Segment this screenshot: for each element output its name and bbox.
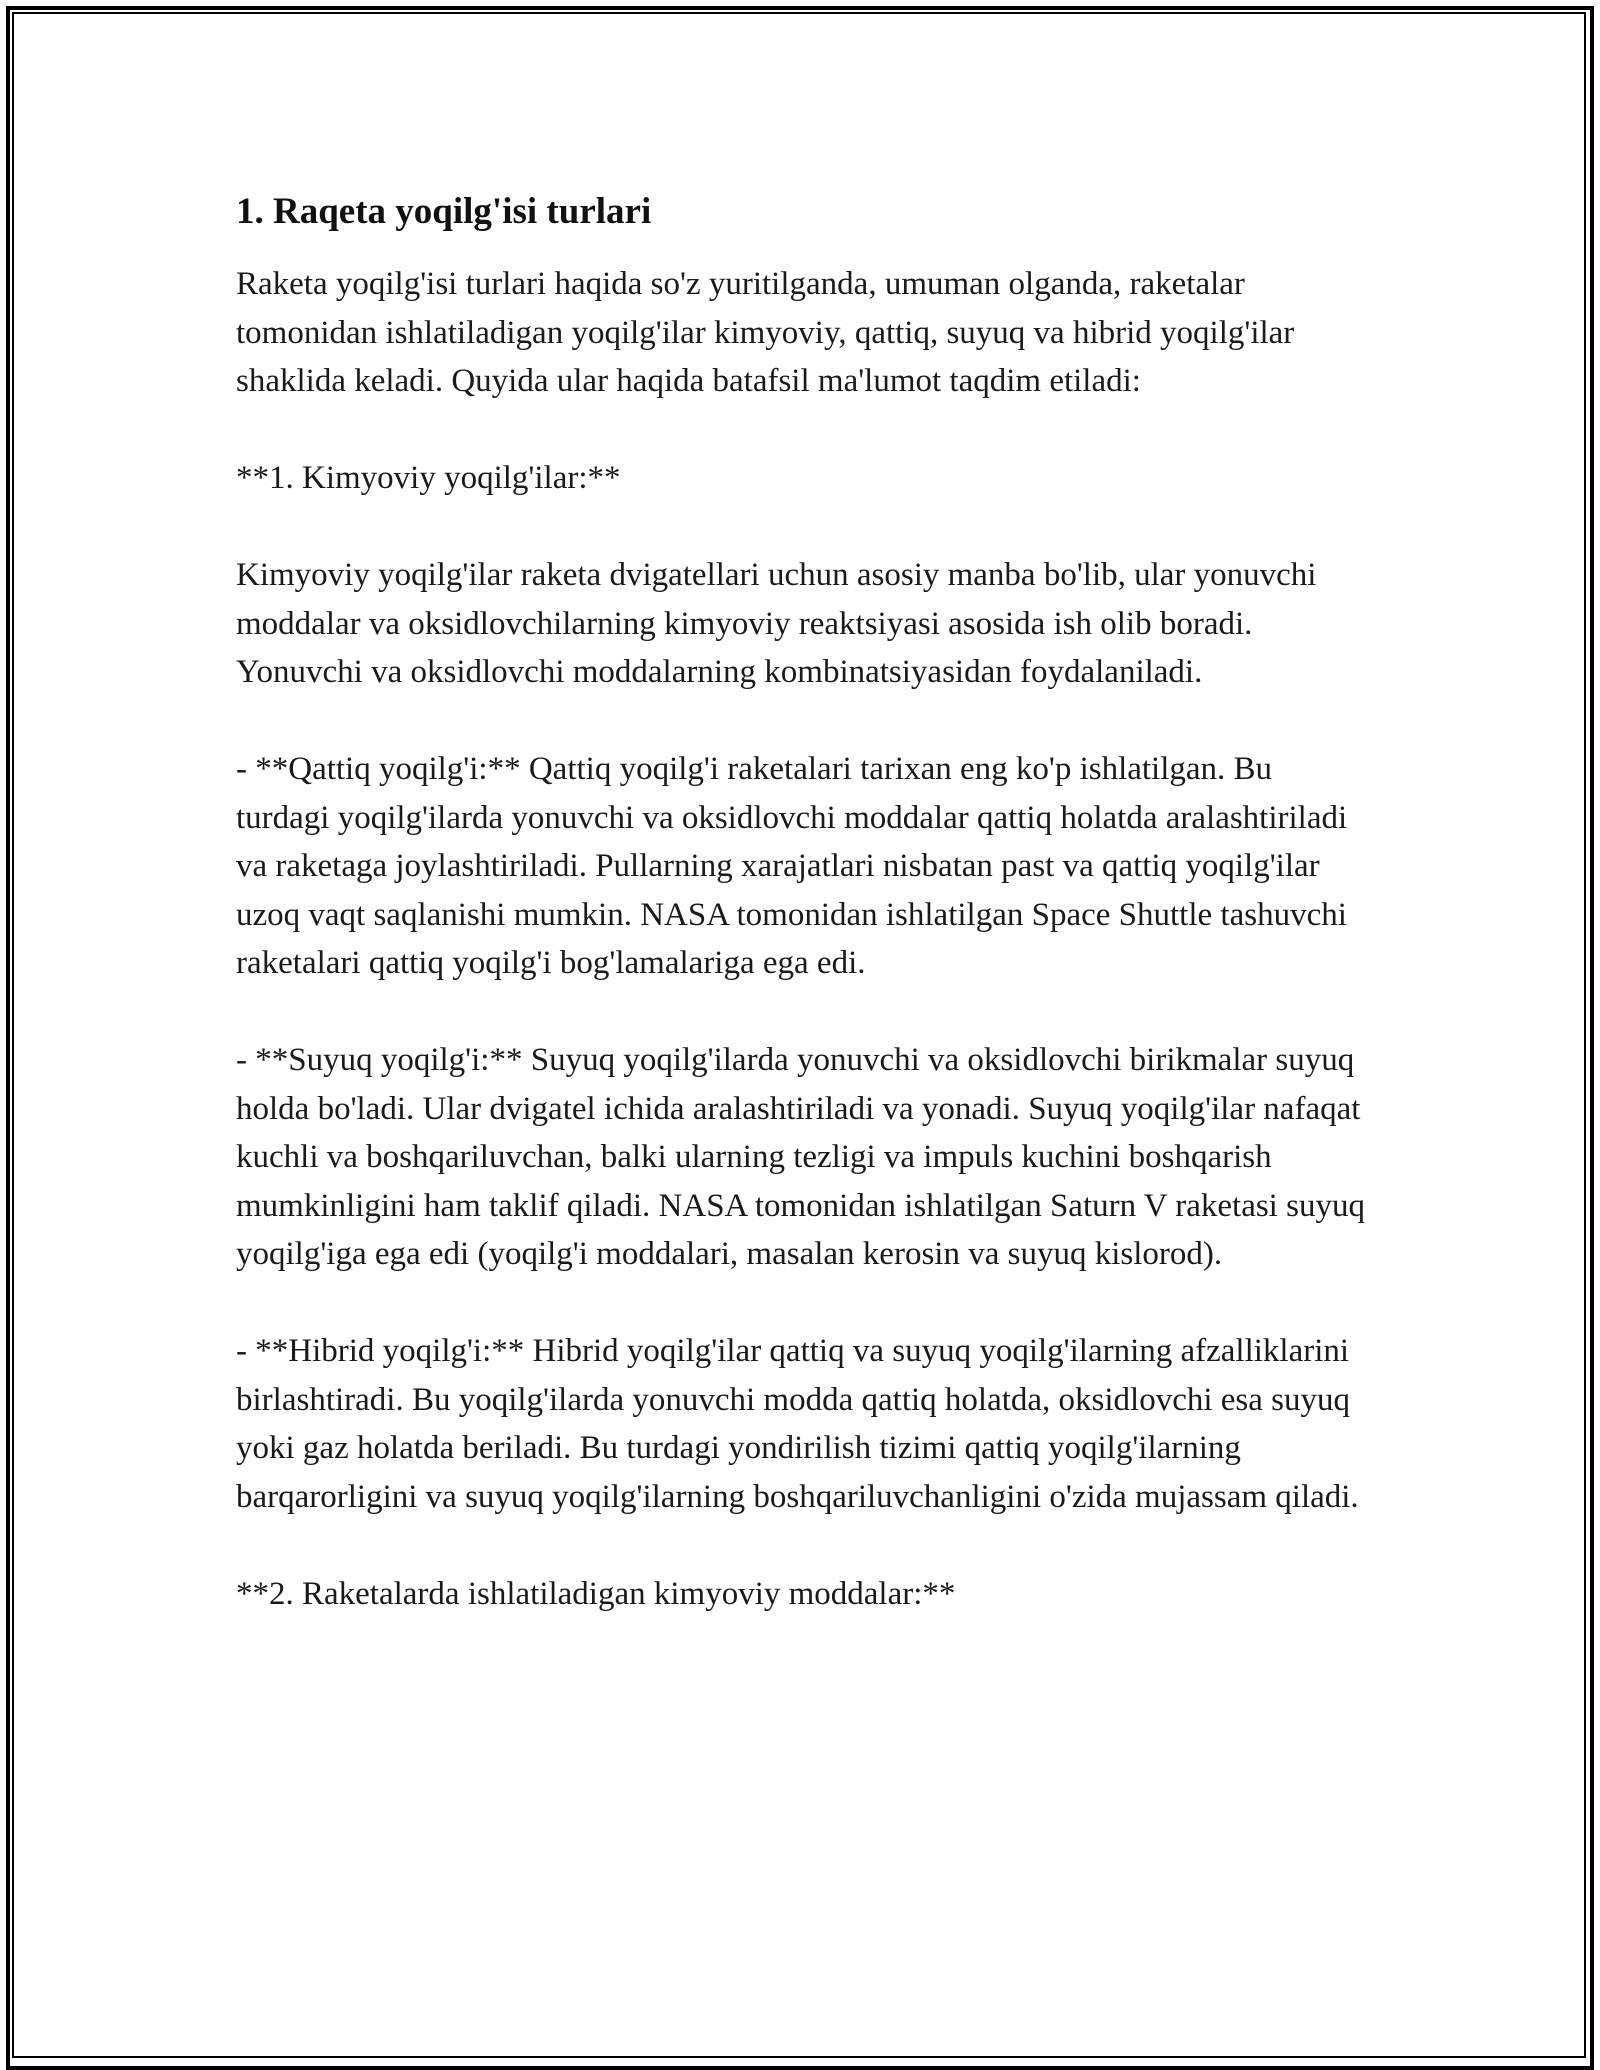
subheading-chemical-fuels: **1. Kimyoviy yoqilg'ilar:**	[236, 460, 621, 496]
chemical-fuels-paragraph: Kimyoviy yoqilg'ilar raketa dvigatellari uchun asosiy manba bo'lib, ular yonuvchi moddalar va oksidlovchilarning kimyoviy reaktsiyasi asosida ish olib boradi. Yonuvchi va oksidlovchi moddalarning kombinatsiyasidan foydalaniladi.	[236, 557, 1317, 690]
hybrid-fuel-paragraph: - **Hibrid yoqilg'i:** Hibrid yoqilg'ilar qattiq va suyuq yoqilg'ilarning afzalliklarini birlashtiradi. Bu yoqilg'ilarda yonuvchi modda qattiq holatda, oksidlovchi esa suyuq yoki gaz holatda beriladi. Bu turdagi yondirilish tizimi qattiq yoqilg'ilarning barqarorligini va suyuq yoqilg'ilarning boshqariluvchanligini o'zida mujassam qiladi.	[236, 1333, 1359, 1515]
solid-fuel-paragraph: - **Qattiq yoqilg'i:** Qattiq yoqilg'i raketalari tarixan eng ko'p ishlatilgan. Bu turdagi yoqilg'ilarda yonuvchi va oksidlovchi moddalar qattiq holatda aralashtiriladi va raketaga joylashtiriladi. Pullarning xarajatlari nisbatan past va qattiq yoqilg'ilar uzoq vaqt saqlanishi mumkin. NASA tomonidan ishlatilgan Space Shuttle tashuvchi raketalari qattiq yoqilg'i bog'lamalariga ega edi.	[236, 751, 1348, 981]
subheading-chemical-substances: **2. Raketalarda ishlatiladigan kimyoviy moddalar:**	[236, 1575, 956, 1612]
intro-paragraph: Raketa yoqilg'isi turlari haqida so'z yuritilganda, umuman olganda, raketalar tomonidan ishlatiladigan yoqilg'ilar kimyoviy, qattiq, suyuq va hibrid yoqilg'ilar shaklida keladi. Quyida ular haqida batafsil ma'lumot taqdim etiladi:	[236, 266, 1295, 399]
section-heading: 1. Raqeta yoqilg'isi turlari	[236, 191, 652, 232]
liquid-fuel-paragraph: - **Suyuq yoqilg'i:** Suyuq yoqilg'ilarda yonuvchi va oksidlovchi birikmalar suyuq holda bo'ladi. Ular dvigatel ichida aralashtiriladi va yonadi. Suyuq yoqilg'ilar nafaqat kuchli va boshqariluvchan, balki ularning tezligi va impuls kuchini boshqarish mumkinligini ham taklif qiladi. NASA tomonidan ishlatilgan Saturn V raketasi suyuq yoqilg'iga ega edi (yoqilg'i moddalari, masalan kerosin va suyuq kislorod).	[236, 1042, 1365, 1272]
document-body	[236, 188, 1366, 1618]
